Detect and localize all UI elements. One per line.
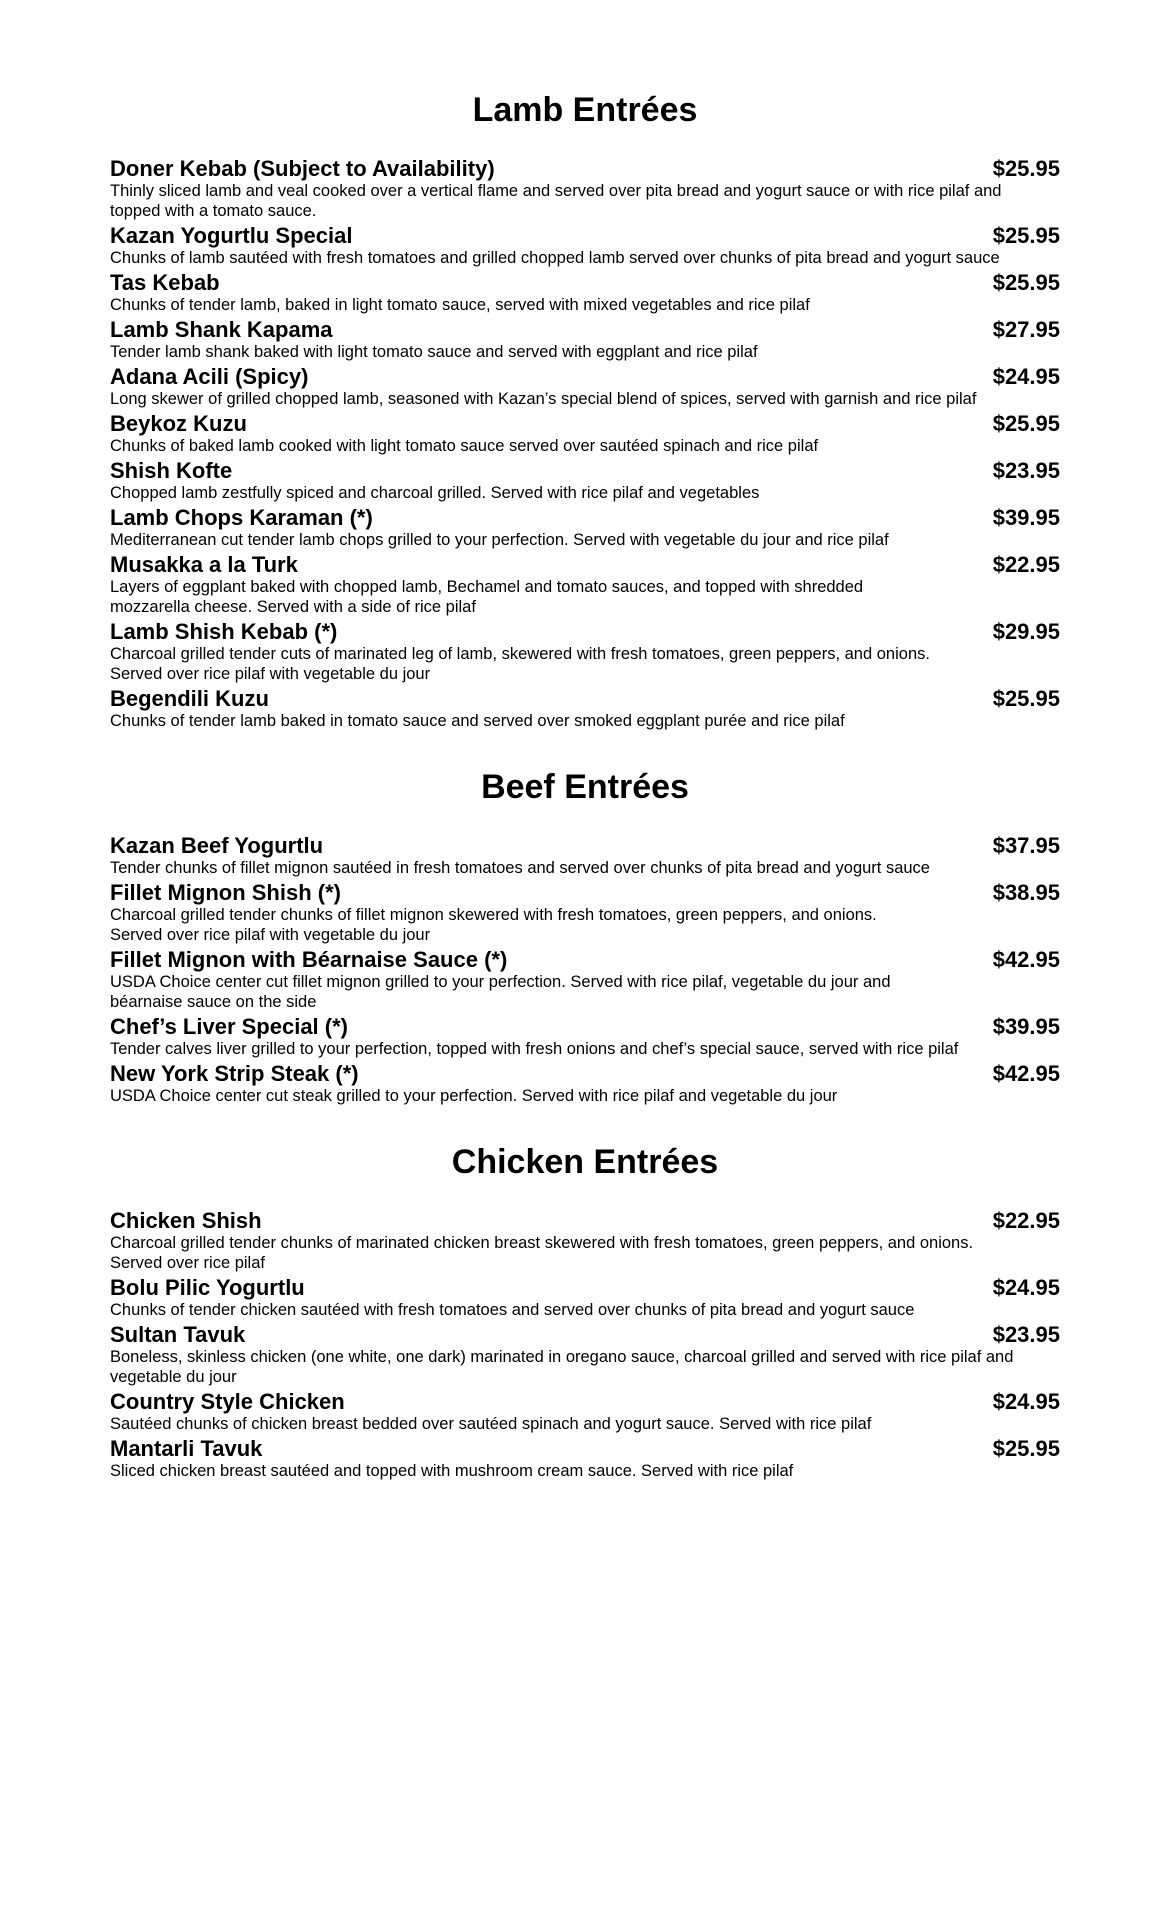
menu-item — [110, 317, 1060, 362]
section-beef — [110, 765, 1060, 1106]
menu-item — [110, 1208, 1060, 1273]
menu-items — [110, 156, 1060, 731]
item-price: $37.95 — [992, 833, 1060, 858]
menu-item — [110, 686, 1060, 731]
item-price: $22.95 — [992, 552, 1060, 577]
menu-item — [110, 270, 1060, 315]
menu-item — [110, 947, 1060, 1012]
item-description: Tender lamb shank baked with light tomato sauce and served with eggplant and rice pilaf — [110, 343, 758, 361]
item-name: Chef’s Liver Special (*) — [110, 1014, 348, 1039]
item-description: Chunks of tender chicken sautéed with fresh tomatoes and served over chunks of pita bread and yogurt sauce — [110, 1301, 915, 1319]
item-name: Lamb Shank Kapama — [110, 317, 333, 342]
menu-item — [110, 552, 1060, 617]
item-name: Lamb Chops Karaman (*) — [110, 505, 373, 530]
item-description: Chunks of tender lamb baked in tomato sauce and served over smoked eggplant purée and rice pilaf — [110, 712, 845, 730]
menu-items — [110, 833, 1060, 1106]
item-name: Doner Kebab (Subject to Availability) — [110, 156, 495, 181]
menu-item — [110, 833, 1060, 878]
item-description: Layers of eggplant baked with chopped lamb, Bechamel and tomato sauces, and topped with shredded mozzarella cheese. Served with a side of rice pilaf — [110, 578, 864, 616]
item-price: $25.95 — [992, 156, 1060, 181]
item-price: $24.95 — [992, 1275, 1060, 1300]
item-name: Beykoz Kuzu — [110, 411, 247, 436]
section-title: Lamb Entrées — [472, 91, 698, 129]
menu-item — [110, 1436, 1060, 1481]
item-name: Tas Kebab — [110, 270, 220, 295]
item-name: Fillet Mignon Shish (*) — [110, 880, 341, 905]
item-name: Shish Kofte — [110, 458, 233, 483]
item-description: Charcoal grilled tender cuts of marinated leg of lamb, skewered with fresh tomatoes, green peppers, and onions. Served over rice pilaf with vegetable du jour — [110, 645, 930, 683]
item-price: $29.95 — [992, 619, 1060, 644]
item-price: $27.95 — [992, 317, 1060, 342]
item-price: $38.95 — [992, 880, 1060, 905]
item-name: Begendili Kuzu — [110, 686, 269, 711]
item-price: $22.95 — [992, 1208, 1060, 1233]
item-description: Tender chunks of fillet mignon sautéed in fresh tomatoes and served over chunks of pita bread and yogurt sauce — [110, 859, 930, 877]
item-price: $25.95 — [992, 1436, 1060, 1461]
item-price: $39.95 — [992, 1014, 1060, 1039]
menu-item — [110, 1389, 1060, 1434]
item-name: Chicken Shish — [110, 1208, 262, 1233]
item-name: Mantarli Tavuk — [110, 1436, 263, 1461]
item-price: $42.95 — [992, 1061, 1060, 1086]
section-lamb — [110, 88, 1060, 731]
item-name: Sultan Tavuk — [110, 1322, 246, 1347]
menu-item — [110, 156, 1060, 221]
item-price: $25.95 — [992, 223, 1060, 248]
item-description: Chunks of baked lamb cooked with light tomato sauce served over sautéed spinach and rice pilaf — [110, 437, 819, 455]
menu-item — [110, 458, 1060, 503]
item-name: New York Strip Steak (*) — [110, 1061, 359, 1086]
item-name: Country Style Chicken — [110, 1389, 345, 1414]
menu-item — [110, 880, 1060, 945]
item-name: Bolu Pilic Yogurtlu — [110, 1275, 305, 1300]
item-description: Sliced chicken breast sautéed and topped with mushroom cream sauce. Served with rice pilaf — [110, 1462, 794, 1480]
item-description: Boneless, skinless chicken (one white, one dark) marinated in oregano sauce, charcoal grilled and served with rice pilaf and vegetable du jour — [110, 1348, 1014, 1386]
menu-item — [110, 619, 1060, 684]
menu-item — [110, 1275, 1060, 1320]
section-chicken — [110, 1140, 1060, 1481]
item-price: $24.95 — [992, 364, 1060, 389]
section-title: Chicken Entrées — [451, 1143, 719, 1181]
item-description: Chopped lamb zestfully spiced and charcoal grilled. Served with rice pilaf and vegetables — [110, 484, 760, 502]
item-description: Charcoal grilled tender chunks of fillet mignon skewered with fresh tomatoes, green peppers, and onions. Served over rice pilaf with vegetable du jour — [110, 906, 877, 944]
menu-page — [110, 88, 1060, 1483]
item-name: Musakka a la Turk — [110, 552, 298, 577]
item-price: $24.95 — [992, 1389, 1060, 1414]
item-price: $25.95 — [992, 270, 1060, 295]
item-description: Tender calves liver grilled to your perfection, topped with fresh onions and chef’s special sauce, served with rice pilaf — [110, 1040, 959, 1058]
menu-item — [110, 1322, 1060, 1387]
item-description: Sautéed chunks of chicken breast bedded over sautéed spinach and yogurt sauce. Served with rice pilaf — [110, 1415, 872, 1433]
menu-item — [110, 1014, 1060, 1059]
item-name: Kazan Yogurtlu Special — [110, 223, 353, 248]
item-description: Thinly sliced lamb and veal cooked over a vertical flame and served over pita bread and yogurt sauce or with rice pilaf and topped with a tomato sauce. — [110, 182, 1002, 220]
item-description: Charcoal grilled tender chunks of marinated chicken breast skewered with fresh tomatoes, green peppers, and onions. Served over rice pilaf — [110, 1234, 974, 1272]
item-description: USDA Choice center cut steak grilled to your perfection. Served with rice pilaf and vegetable du jour — [110, 1087, 838, 1105]
item-name: Lamb Shish Kebab (*) — [110, 619, 338, 644]
item-name: Kazan Beef Yogurtlu — [110, 833, 324, 858]
item-name: Adana Acili (Spicy) — [110, 364, 309, 389]
item-name: Fillet Mignon with Béarnaise Sauce (*) — [110, 947, 508, 972]
menu-items — [110, 1208, 1060, 1481]
item-description: Chunks of tender lamb, baked in light tomato sauce, served with mixed vegetables and rice pilaf — [110, 296, 810, 314]
item-description: Mediterranean cut tender lamb chops grilled to your perfection. Served with vegetable du jour and rice pilaf — [110, 531, 889, 549]
item-price: $39.95 — [992, 505, 1060, 530]
menu-item — [110, 411, 1060, 456]
item-price: $25.95 — [992, 411, 1060, 436]
section-title: Beef Entrées — [481, 768, 689, 806]
item-price: $42.95 — [992, 947, 1060, 972]
menu-item — [110, 1061, 1060, 1106]
item-description: Long skewer of grilled chopped lamb, seasoned with Kazan’s special blend of spices, served with garnish and rice pilaf — [110, 390, 977, 408]
menu-item — [110, 223, 1060, 268]
item-price: $23.95 — [992, 458, 1060, 483]
item-description: USDA Choice center cut fillet mignon grilled to your perfection. Served with rice pilaf, vegetable du jour and béarnaise sauce on the side — [110, 973, 891, 1011]
item-price: $25.95 — [992, 686, 1060, 711]
menu-item — [110, 364, 1060, 409]
item-description: Chunks of lamb sautéed with fresh tomatoes and grilled chopped lamb served over chunks of pita bread and yogurt sauce — [110, 249, 1000, 267]
item-price: $23.95 — [992, 1322, 1060, 1347]
menu-item — [110, 505, 1060, 550]
